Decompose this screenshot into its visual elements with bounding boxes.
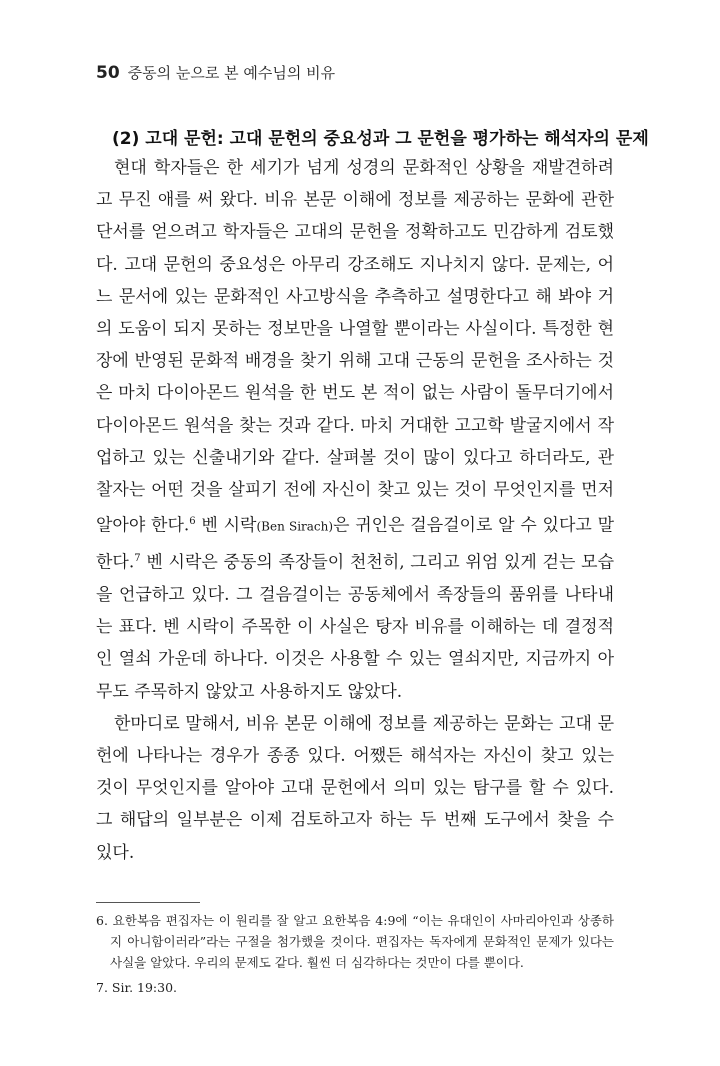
paragraph-1-text-c: 은 귀인은 걸음걸이로 알 수 있다고 말한다. xyxy=(96,515,614,573)
footnotes xyxy=(96,910,614,1002)
page-number: 50 xyxy=(96,63,120,83)
running-header xyxy=(96,62,335,83)
paragraph-1 xyxy=(96,152,614,708)
paragraph-1-text-a: 현대 학자들은 한 세기가 넘게 성경의 문화적인 상황을 재발견하려고 무진 애를 써 왔다. 비유 본문 이해에 정보를 제공하는 문화에 관한 단서를 얻으려고 학자들은 고대의 문헌을 정확하고도 민감하게 검토했다. 고대 문헌의 중요성은 아무리 강조해도 지나치지 않다. 문제는, 어느 문서에 있는 문화적인 사고방식을 추측하고 설명한다고 해 봐야 거의 도움이 되지 못하는 정보만을 나열할 뿐이라는 사실이다. 특정한 현장에 반영된 문화적 배경을 찾기 위해 고대 근동의 문헌을 조사하는 것은 마치 다이아몬드 원석을 한 번도 본 적이 없는 사람이 돌무더기에서 다이아몬드 원석을 찾는 것과 같다. 마치 거대한 고고학 발굴지에서 작업하고 있는 신출내기와 같다. 살펴볼 것이 많이 있다고 하더라도, 관찰자는 어떤 것을 살피기 전에 자신이 찾고 있는 것이 무엇인지를 먼저 알아야 한다. xyxy=(96,158,614,536)
body-text xyxy=(96,152,614,869)
footnote-divider xyxy=(96,902,200,903)
ben-sirach-latin: (Ben Sirach) xyxy=(256,519,334,534)
footnote-7: 7. Sir. 19:30. xyxy=(96,980,178,995)
paragraph-1-text-d: 벤 시락은 중동의 족장들이 천천히, 그리고 위엄 있게 걷는 모습을 언급하고 있다. 그 걸음걸이는 공동체에서 족장들의 품위를 나타내는 표다. 벤 시락이 주목한 이 사실은 탕자 비유를 이해하는 데 결정적인 열쇠 가운데 하나다. 이것은 사용할 수 있는 열쇠지만, 지금까지 아무도 주목하지 않았고 사용하지도 않았다. xyxy=(96,552,614,702)
footnote-ref-6[interactable]: 6 xyxy=(189,516,196,528)
paragraph-1-text-b: 벤 시락 xyxy=(195,515,257,536)
footnote-6: 6. 요한복음 편집자는 이 원리를 잘 알고 요한복음 4:9에 “이는 유대인이 사마리아인과 상종하지 아니함이러라”라는 구절을 첨가했을 것이다. 편집자는 독자에게 문화적인 문제가 있다는 사실을 알았다. 우리의 문제도 같다. 훨씬 더 심각하다는 것만이 다를 뿐이다. xyxy=(96,913,614,970)
footnote-ref-7[interactable]: 7 xyxy=(134,553,141,565)
section-heading: (2) 고대 문헌: 고대 문헌의 중요성과 그 문헌을 평가하는 해석자의 문제 xyxy=(112,129,649,149)
book-title: 중동의 눈으로 본 예수님의 비유 xyxy=(127,64,336,82)
paragraph-2: 한마디로 말해서, 비유 본문 이해에 정보를 제공하는 문화는 고대 문헌에 나타나는 경우가 종종 있다. 어쨌든 해석자는 자신이 찾고 있는 것이 무엇인지를 알아야 고대 문헌에서 의미 있는 탐구를 할 수 있다. 그 해답의 일부분은 이제 검토하고자 하는 두 번째 도구에서 찾을 수 있다. xyxy=(96,713,614,863)
